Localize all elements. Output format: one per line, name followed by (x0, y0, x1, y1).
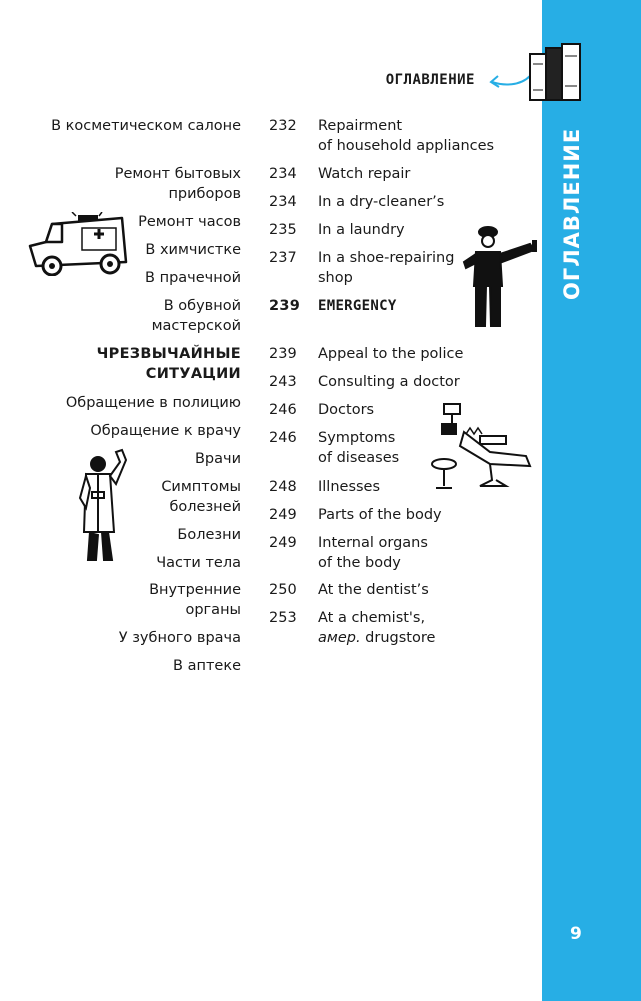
toc-page-number: 248 (269, 479, 297, 495)
toc-en-item (318, 608, 528, 648)
toc-en-item: In a dry-cleaner’s (318, 194, 445, 210)
toc-en-item: Repairment of household appliances (318, 118, 495, 154)
toc-ru-item: В химчистке (145, 242, 241, 258)
toc-page-number: 235 (269, 222, 297, 238)
toc-en-item: Parts of the body (318, 507, 442, 523)
toc-page-number: 249 (269, 507, 297, 523)
toc-page-number: 232 (269, 118, 297, 134)
toc-ru-item: Части тела (156, 555, 241, 571)
books-icon (522, 40, 586, 106)
toc-en-item: In a shoe-repairing shop (318, 250, 455, 286)
doctor-illustration (76, 448, 132, 566)
toc-page-number: 250 (269, 582, 297, 598)
toc-ru-item: Ремонт бытовых приборов (114, 166, 241, 202)
toc-ru-item: Обращение к врачу (90, 423, 241, 439)
policeman-illustration (458, 222, 538, 330)
toc-ru-item: Ремонт часов (138, 214, 241, 230)
page-header-title: ОГЛАВЛЕНИЕ (385, 72, 475, 88)
dentist-chair-illustration (430, 402, 536, 492)
toc-page-number: 246 (269, 430, 297, 446)
toc-en-item-abbrev: амер. (318, 630, 361, 646)
toc-page-number: 239 (269, 298, 301, 314)
toc-page-number: 234 (269, 194, 297, 210)
toc-en-item-suffix: drugstore (360, 630, 436, 646)
toc-page-number: 234 (269, 166, 297, 182)
ambulance-illustration (22, 212, 132, 276)
toc-page-number: 249 (269, 535, 297, 551)
toc-ru-item: Обращение в полицию (65, 395, 241, 411)
toc-en-item: In a laundry (318, 222, 405, 238)
toc-en-item: Watch repair (318, 166, 411, 182)
toc-page-number: 239 (269, 346, 297, 362)
toc-page-number: 237 (269, 250, 297, 266)
toc-en-item: Symptoms of diseases (318, 430, 400, 466)
toc-page-number: 243 (269, 374, 297, 390)
toc-page-number: 253 (269, 610, 297, 626)
toc-ru-item: Симптомы болезней (161, 479, 241, 515)
toc-ru-item: Болезни (177, 527, 241, 543)
toc-ru-item: Внутренние органы (149, 582, 241, 618)
accent-sidebar (542, 0, 641, 1001)
toc-en-item-text: At a chemist's, (318, 610, 426, 626)
toc-en-item: Internal organs of the body (318, 535, 428, 571)
toc-ru-item: В косметическом салоне (51, 118, 241, 134)
toc-ru-item: Врачи (194, 451, 241, 467)
toc-en-item: At the dentist’s (318, 582, 429, 598)
toc-en-section-heading: EMERGENCY (318, 298, 397, 314)
toc-ru-item: В прачечной (145, 270, 241, 286)
page-number: 9 (570, 924, 582, 944)
toc-en-item: Consulting a doctor (318, 374, 460, 390)
toc-en-item: Illnesses (318, 479, 381, 495)
sidebar-vertical-title: ОГЛАВЛЕНИЕ (560, 127, 584, 300)
toc-en-item: Doctors (318, 402, 375, 418)
toc-ru-item: В обувной мастерской (151, 298, 241, 334)
toc-page-number: 246 (269, 402, 297, 418)
toc-en-item: Appeal to the police (318, 346, 464, 362)
toc-ru-item: У зубного врача (118, 630, 241, 646)
toc-ru-section-heading: ЧРЕЗВЫЧАЙНЫЕ СИТУАЦИИ (96, 346, 241, 382)
toc-ru-item: В аптеке (173, 658, 241, 674)
